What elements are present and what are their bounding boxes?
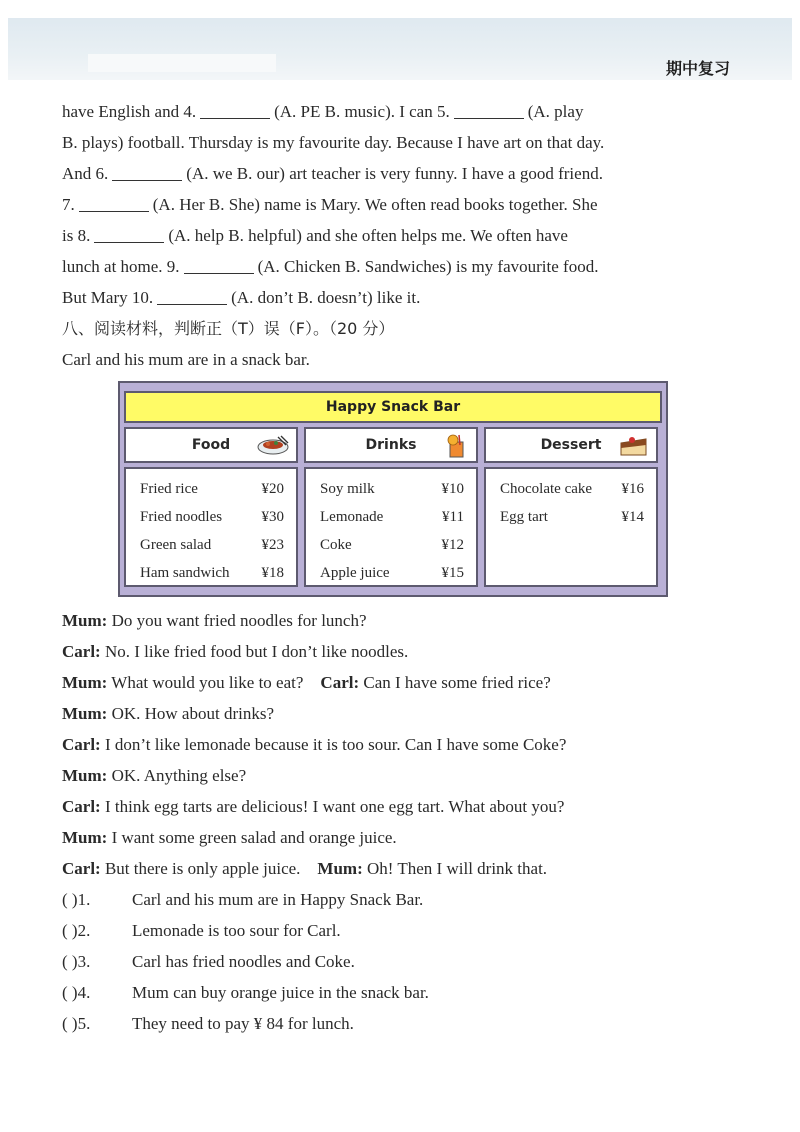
line-text: But there is only apple juice. (100, 859, 301, 878)
item-name: Fried noodles (140, 509, 223, 525)
question-item (62, 977, 732, 1008)
line-text: No. I like fried food but I don’t like noodles. (100, 642, 409, 661)
menu-item (126, 559, 296, 587)
line-text: I don’t like lemonade because it is too sour. Can I have some Coke? (100, 735, 567, 754)
menu-heading-label: Dessert (540, 437, 602, 453)
speaker-name: Carl: (62, 735, 101, 754)
item-name: Soy milk (320, 481, 375, 497)
menu-item (126, 531, 296, 559)
line-text: Oh! Then I will drink that. (362, 859, 548, 878)
item-name: Chocolate cake (500, 481, 593, 497)
snack-bar-menu (118, 381, 668, 597)
dialogue-line (62, 853, 732, 884)
item-price: ¥12 (441, 537, 464, 553)
cloze-text: (A. Her B. She) name is Mary. We often read books together. She (152, 195, 598, 214)
question-text: Lemonade is too sour for Carl. (132, 921, 341, 940)
line-text: What would you like to eat? (107, 673, 304, 692)
line-text: I think egg tarts are delicious! I want one egg tart. What about you? (100, 797, 565, 816)
dialogue-line (62, 791, 732, 822)
item-price: ¥18 (261, 565, 284, 581)
cloze-text: have English and 4. (62, 102, 197, 121)
page-header-title: 期中复习 (665, 59, 730, 78)
cloze-text: (A. Chicken B. Sandwiches) is my favourite food. (257, 257, 599, 276)
food-bowl-icon (256, 433, 290, 469)
menu-heading-food (124, 427, 298, 463)
dialogue-line (62, 760, 732, 791)
question-item (62, 884, 732, 915)
section-intro: Carl and his mum are in a snack bar. (62, 350, 310, 369)
menu-item (126, 503, 296, 531)
speaker-name: Carl: (62, 797, 101, 816)
menu-list-dessert (484, 467, 658, 587)
item-price: ¥20 (261, 481, 284, 497)
cloze-text: is 8. (62, 226, 91, 245)
speaker-name: Carl: (62, 642, 101, 661)
cloze-text: (A. help B. helpful) and she often helps me. We often have (168, 226, 568, 245)
speaker-name: Carl: (62, 859, 101, 878)
item-name: Egg tart (500, 509, 548, 525)
menu-item (486, 503, 656, 531)
dialogue-line (62, 729, 732, 760)
menu-heading-label: Drinks (365, 437, 417, 453)
juice-cup-icon (444, 433, 470, 471)
answer-blank-5[interactable] (454, 102, 524, 119)
item-name: Fried rice (140, 481, 198, 497)
dialogue-line (62, 822, 732, 853)
section-heading: 八、阅读材料，判断正（T）误（F）。（20 分） (62, 319, 395, 338)
cloze-text: (A. we B. our) art teacher is very funny. I have a good friend. (186, 164, 603, 183)
answer-blank-10[interactable] (157, 288, 227, 305)
line-text: OK. Anything else? (107, 766, 247, 785)
question-item (62, 1008, 732, 1039)
item-price: ¥23 (261, 537, 284, 553)
question-text: Carl has fried noodles and Coke. (132, 952, 355, 971)
question-item (62, 915, 732, 946)
question-text: They need to pay ¥ 84 for lunch. (132, 1014, 354, 1033)
cloze-text: 7. (62, 195, 75, 214)
page-content (62, 96, 732, 1039)
answer-bracket[interactable]: ( )5. (62, 1014, 91, 1033)
cloze-text: B. plays) football. Thursday is my favourite day. Because I have art on that day. (62, 133, 605, 152)
menu-heading-label: Food (191, 437, 231, 453)
menu-list-food (124, 467, 298, 587)
speaker-name: Mum: (62, 828, 108, 847)
dialogue-line (62, 698, 732, 729)
cloze-paragraph (62, 96, 732, 313)
item-price: ¥15 (441, 565, 464, 581)
dialogue-line (62, 667, 732, 698)
answer-bracket[interactable]: ( )1. (62, 890, 91, 909)
cloze-text: But Mary 10. (62, 288, 154, 307)
line-text: Do you want fried noodles for lunch? (107, 611, 367, 630)
answer-bracket[interactable]: ( )4. (62, 983, 91, 1002)
cake-slice-icon (618, 433, 650, 471)
answer-blank-9[interactable] (184, 257, 254, 274)
cloze-text: And 6. (62, 164, 109, 183)
answer-blank-7[interactable] (79, 195, 149, 212)
item-price: ¥30 (261, 509, 284, 525)
cloze-text: lunch at home. 9. (62, 257, 180, 276)
answer-blank-4[interactable] (200, 102, 270, 119)
speaker-name: Mum: (62, 673, 108, 692)
item-name: Apple juice (320, 565, 390, 581)
cloze-text: (A. PE B. music). I can 5. (274, 102, 450, 121)
item-price: ¥14 (621, 509, 644, 525)
item-name: Coke (320, 537, 352, 553)
item-name: Ham sandwich (140, 565, 230, 581)
answer-bracket[interactable]: ( )3. (62, 952, 91, 971)
question-item (62, 946, 732, 977)
item-name: Lemonade (320, 509, 384, 525)
item-price: ¥16 (621, 481, 644, 497)
cloze-text: (A. don’t B. doesn’t) like it. (231, 288, 421, 307)
menu-item (306, 475, 476, 503)
menu-list-drinks (304, 467, 478, 587)
question-text: Mum can buy orange juice in the snack bar. (132, 983, 429, 1002)
menu-item (306, 531, 476, 559)
answer-blank-6[interactable] (112, 164, 182, 181)
speaker-name: Carl: (320, 673, 360, 692)
menu-heading-drinks (304, 427, 478, 463)
speaker-name: Mum: (62, 611, 108, 630)
answer-bracket[interactable]: ( )2. (62, 921, 91, 940)
item-price: ¥11 (442, 509, 464, 525)
dialogue-line (62, 605, 732, 636)
menu-item (306, 503, 476, 531)
menu-item (126, 475, 296, 503)
cloze-text: (A. play (527, 102, 584, 121)
dialogue-line (62, 636, 732, 667)
speaker-name: Mum: (62, 704, 108, 723)
line-text: I want some green salad and orange juice. (107, 828, 397, 847)
item-price: ¥10 (441, 481, 464, 497)
menu-item (306, 559, 476, 587)
line-text: Can I have some fried rice? (359, 673, 551, 692)
header-blank-strip (88, 54, 276, 72)
question-text: Carl and his mum are in Happy Snack Bar. (132, 890, 424, 909)
answer-blank-8[interactable] (94, 226, 164, 243)
speaker-name: Mum: (62, 766, 108, 785)
menu-title: Happy Snack Bar (124, 391, 662, 423)
dialogue (62, 605, 732, 884)
line-text: OK. How about drinks? (107, 704, 274, 723)
menu-heading-dessert (484, 427, 658, 463)
speaker-name: Mum: (317, 859, 363, 878)
true-false-questions (62, 884, 732, 1039)
item-name: Green salad (140, 537, 212, 553)
menu-item (486, 475, 656, 503)
